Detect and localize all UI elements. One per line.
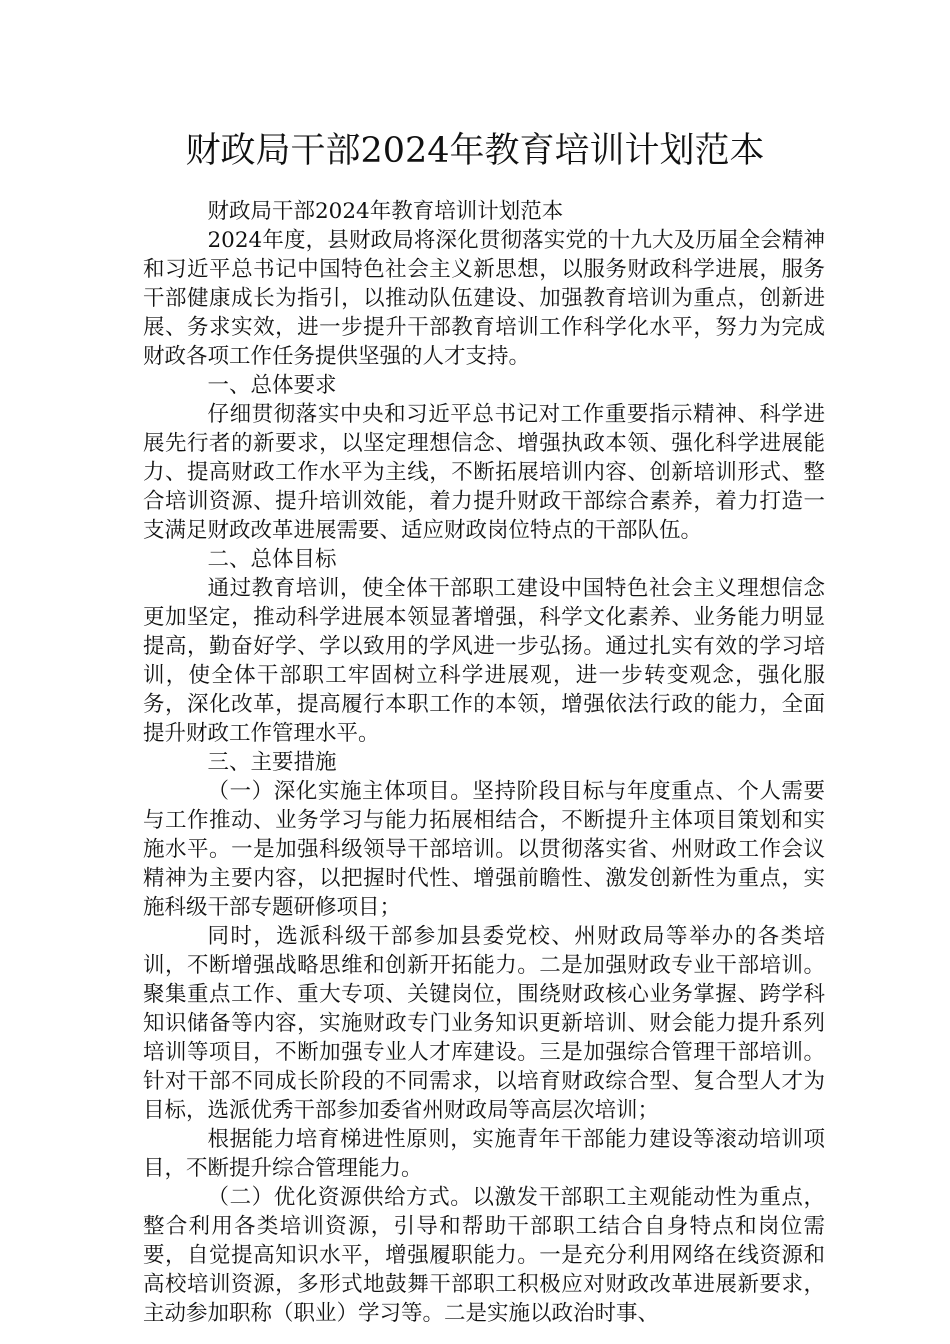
paragraph-general-requirements: 仔细贯彻落实中央和习近平总书记对工作重要指示精神、科学进展先行者的新要求，以坚定理想信念、增强执政本领、强化科学进展能力、提高财政工作水平为主线，不断拓展培训内容、创新培训形式、整合培训资源、提升培训效能，着力提升财政干部综合素养，着力打造一支满足财政改革进展需要、适应财政岗位特点的干部队伍。 (143, 402, 825, 543)
paragraph-intro: 2024年度，县财政局将深化贯彻落实党的十九大及历届全会精神和习近平总书记中国特色社会主义新思想，以服务财政科学进展，服务干部健康成长为指引，以推动队伍建设、加强教育培训为重点，创新进展、务求实效，进一步提升干部教育培训工作科学化水平，努力为完成财政各项工作任务提供坚强的人才支持。 (143, 228, 825, 369)
section-heading-general-requirements: 一、总体要求 (207, 373, 337, 398)
document-body (143, 197, 825, 1328)
section-heading-main-measures: 三、主要措施 (207, 750, 337, 775)
body-subtitle: 财政局干部2024年教育培训计划范本 (207, 199, 564, 224)
section-heading-general-goals: 二、总体目标 (207, 547, 337, 572)
paragraph-measure-2: （二）优化资源供给方式。以激发干部职工主观能动性为重点，整合利用各类培训资源，引导和帮助干部职工结合自身特点和岗位需要，自觉提高知识水平，增强履职能力。一是充分利用网络在线资源和高校培训资源，多形式地鼓舞干部职工积极应对财政改革进展新要求，主动参加职称（职业）学习等。二是实施以政治时事、 (143, 1185, 825, 1326)
paragraph-general-goals: 通过教育培训，使全体干部职工建设中国特色社会主义理想信念更加坚定，推动科学进展本领显著增强，科学文化素养、业务能力明显提高，勤奋好学、学以致用的学风进一步弘扬。通过扎实有效的学习培训，使全体干部职工牢固树立科学进展观，进一步转变观念，强化服务，深化改革，提高履行本职工作的本领，增强依法行政的能力，全面提升财政工作管理水平。 (143, 576, 825, 746)
paragraph-measure-1-continued: 同时，选派科级干部参加县委党校、州财政局等举办的各类培训，不断增强战略思维和创新开拓能力。二是加强财政专业干部培训。聚集重点工作、重大专项、关键岗位，围绕财政核心业务掌握、跨学科知识储备等内容，实施财政专门业务知识更新培训、财会能力提升系列培训等项目，不断加强专业人才库建设。三是加强综合管理干部培训。针对干部不同成长阶段的不同需求，以培育财政综合型、复合型人才为目标，选派优秀干部参加委省州财政局等高层次培训； (143, 924, 825, 1123)
paragraph-measure-1: （一）深化实施主体项目。坚持阶段目标与年度重点、个人需要与工作推动、业务学习与能力拓展相结合，不断提升主体项目策划和实施水平。一是加强科级领导干部培训。以贯彻落实省、州财政工作会议精神为主要内容，以把握时代性、增强前瞻性、激发创新性为重点，实施科级干部专题研修项目； (143, 779, 825, 920)
paragraph-measure-1-youth: 根据能力培育梯进性原则，实施青年干部能力建设等滚动培训项目，不断提升综合管理能力。 (143, 1127, 825, 1181)
document-title: 财政局干部2024年教育培训计划范本 (185, 131, 765, 171)
